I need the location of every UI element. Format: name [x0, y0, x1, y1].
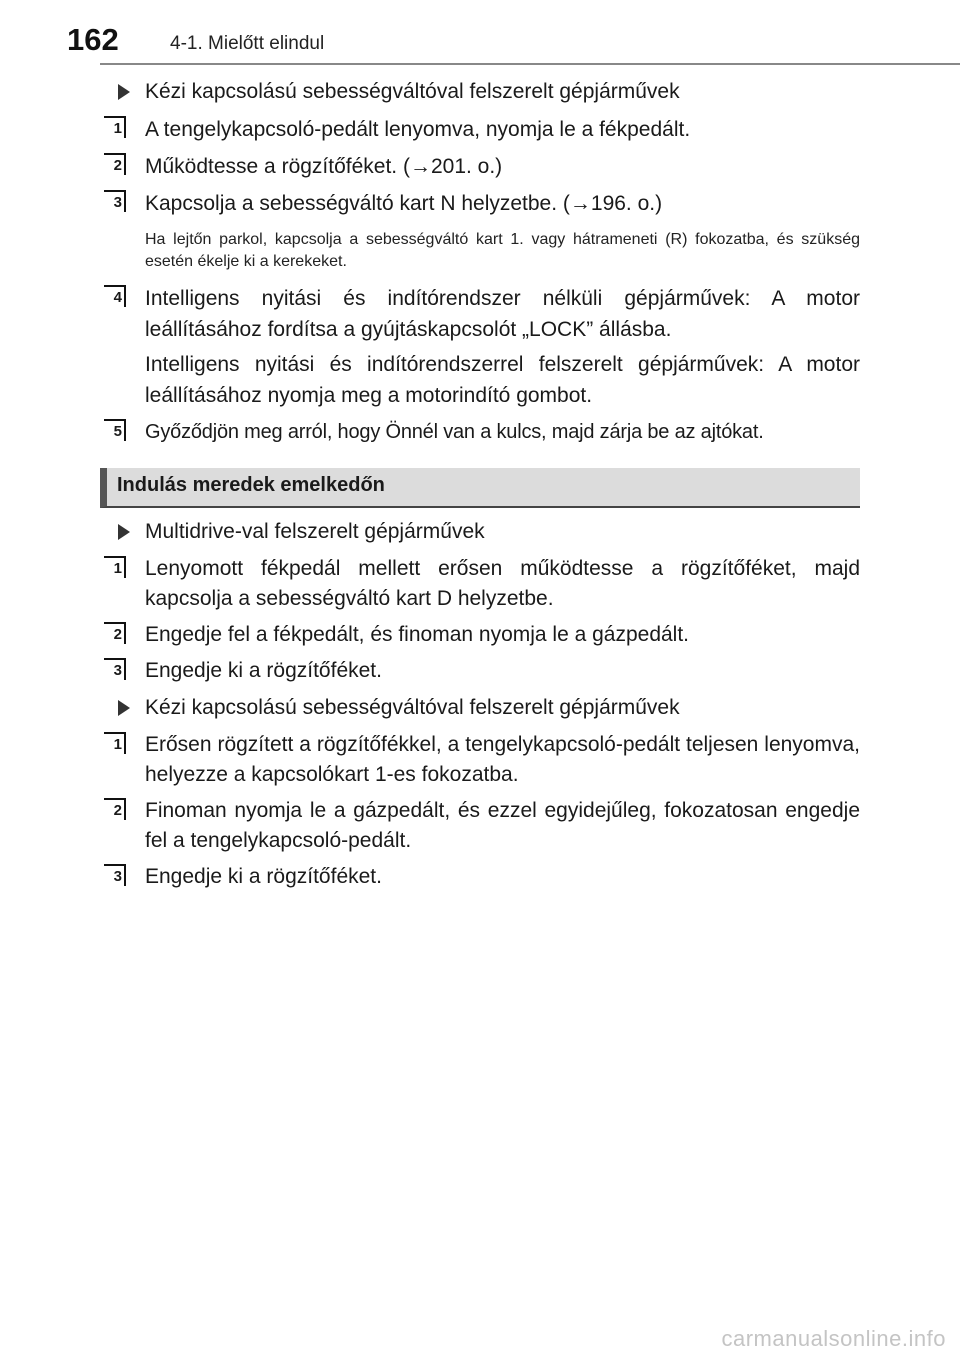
chapter-title: 4-1. Mielőtt elindul [170, 33, 325, 54]
step-2 [100, 151, 860, 182]
section-title: Indulás meredek emelkedőn [117, 474, 385, 496]
page-header [0, 0, 960, 66]
step-paragraph: Intelligens nyitási és indítórendszerrel felszerelt gépjárművek: A motor leállításához nyomja meg a motorindító gombot. [145, 353, 860, 407]
step-1 [100, 114, 860, 145]
step-number: 1 [104, 556, 126, 578]
subhead-label: Kézi kapcsolású sebességváltóval felszerelt gépjárművek [145, 80, 680, 103]
step-3 [100, 656, 860, 686]
step-text: Működtesse a rögzítőféket. (→201. o.) [145, 155, 503, 178]
step-text [145, 283, 860, 411]
step-text: Engedje fel a fékpedált, és finoman nyomja le a gázpedált. [145, 623, 690, 646]
step-text: A tengelykapcsoló-pedált lenyomva, nyomja le a fékpedált. [145, 118, 691, 141]
triangle-bullet-icon [118, 524, 130, 540]
step-text: Kapcsolja a sebességváltó kart N helyzetbe. (→196. o.) [145, 192, 663, 215]
step-2 [100, 620, 860, 650]
step-2 [100, 796, 860, 856]
step-text: Engedje ki a rögzítőféket. [145, 865, 382, 888]
step-4 [100, 283, 860, 411]
triangle-bullet-icon [118, 84, 130, 100]
page-number: 162 [67, 22, 119, 57]
step-number: 1 [104, 732, 126, 754]
step-number: 2 [104, 622, 126, 644]
step-number: 3 [104, 864, 126, 886]
step-number: 4 [104, 285, 126, 307]
step-number: 3 [104, 190, 126, 212]
step-1 [100, 730, 860, 790]
subhead-manual-transmission [145, 692, 860, 724]
step-5 [100, 417, 860, 448]
step-text: Erősen rögzített a rögzítőfékkel, a tengelykapcsoló-pedált teljesen lenyomva, helyezze a kapcsolókart 1-es fokozatba. [145, 733, 860, 786]
step-number: 3 [104, 658, 126, 680]
page-content [100, 72, 860, 892]
step-paragraph: Intelligens nyitási és indítórendszer nélküli gépjárművek: A motor leállításához fordítsa a gyújtáskapcsolót „LOCK” állásba. [145, 287, 860, 341]
subhead-label: Multidrive-val felszerelt gépjárművek [145, 520, 485, 543]
header-divider [100, 63, 960, 65]
step-number: 5 [104, 419, 126, 441]
step-3 [100, 188, 860, 219]
step-text: Finoman nyomja le a gázpedált, és ezzel egyidejűleg, fokozatosan engedje fel a tengelykapcsoló-pedált. [145, 799, 860, 852]
step-number: 1 [104, 116, 126, 138]
step-text: Engedje ki a rögzítőféket. [145, 659, 382, 682]
subhead-manual-transmission [145, 76, 860, 108]
triangle-bullet-icon [118, 700, 130, 716]
step-1 [100, 554, 860, 614]
section-heading [100, 468, 860, 508]
watermark: carmanualsonline.info [721, 1326, 946, 1351]
step-number: 2 [104, 798, 126, 820]
parking-note: Ha lejtőn parkol, kapcsolja a sebességváltó kart 1. vagy hátrameneti (R) fokozatba, és szükség esetén ékelje ki a kerekeket. [145, 231, 860, 270]
step-text: Győződjön meg arról, hogy Önnél van a kulcs, majd zárja be az ajtókat. [145, 421, 764, 443]
step-3 [100, 862, 860, 892]
subhead-label: Kézi kapcsolású sebességváltóval felszerelt gépjárművek [145, 696, 680, 719]
step-text: Lenyomott fékpedál mellett erősen működtesse a rögzítőféket, majd kapcsolja a sebességváltó kart D helyzetbe. [145, 557, 860, 610]
subhead-multidrive [145, 516, 860, 548]
step-number: 2 [104, 153, 126, 175]
